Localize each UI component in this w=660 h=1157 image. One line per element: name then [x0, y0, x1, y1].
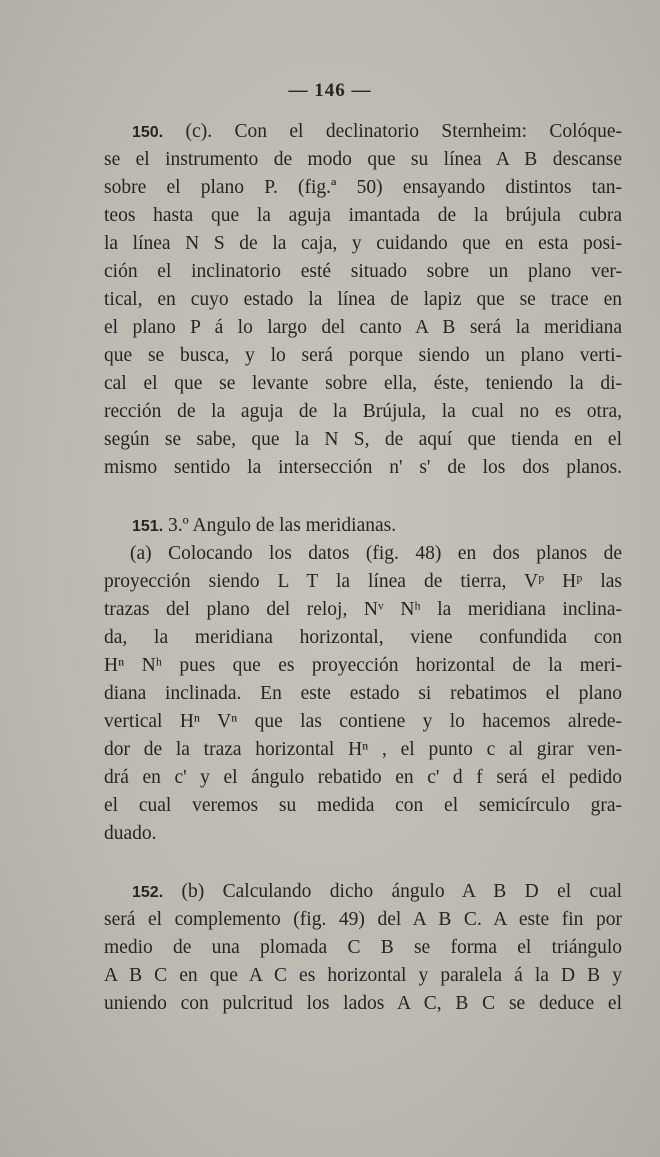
- section-150-line-7: tical, en cuyo estado la línea de lapiz que se trace en: [104, 289, 622, 310]
- section-152-line-1: 152. (b) Calculando dicho ángulo A B D el cual: [132, 881, 622, 902]
- section-151-line-8: vertical Hⁿ Vⁿ que las contiene y lo hacemos alrede-: [104, 711, 622, 732]
- section-151-line-9: dor de la traza horizontal Hⁿ , el punto c al girar ven-: [104, 739, 622, 760]
- section-number: 150.: [132, 124, 164, 141]
- section-152-line-3: medio de una plomada C B se forma el triángulo: [104, 937, 622, 958]
- section-151-line-12: duado.: [104, 823, 157, 844]
- section-151-heading: 151. 3.º Angulo de las meridianas.: [132, 515, 397, 536]
- section-151-line-11: el cual veremos su medida con el semicírculo gra-: [104, 795, 622, 816]
- section-150-line-9: que se busca, y lo será porque siendo un plano verti-: [104, 345, 622, 366]
- section-151-line-5: da, la meridiana horizontal, viene confundida con: [104, 627, 622, 648]
- section-152-line-5: uniendo con pulcritud los lados A C, B C se deduce el: [104, 993, 622, 1014]
- section-150-line-3: sobre el plano P. (fig.ª 50) ensayando distintos tan-: [104, 177, 622, 198]
- section-number: 151.: [132, 518, 164, 535]
- section-151-line-2: (a) Colocando los datos (fig. 48) en dos planos de: [130, 543, 622, 564]
- section-number: 152.: [132, 884, 164, 901]
- section-151-line-10: drá en c' y el ángulo rebatido en c' d f será el pedido: [104, 767, 622, 788]
- section-151-line-6: Hⁿ Nʰ pues que es proyección horizontal de la meri-: [104, 655, 622, 676]
- section-150-line-8: el plano P á lo largo del canto A B será la meridiana: [104, 317, 622, 338]
- section-152-line-2: será el complemento (fig. 49) del A B C. A este fin por: [104, 909, 622, 930]
- page-number: — 146 —: [288, 80, 372, 101]
- section-150-line-4: teos hasta que la aguja imantada de la brújula cubra: [104, 205, 622, 226]
- section-150-line-5: la línea N S de la caja, y cuidando que en esta posi-: [104, 233, 622, 254]
- section-151-line-7: diana inclinada. En este estado si rebatimos el plano: [104, 683, 622, 704]
- section-151-line-3: proyección siendo L T la línea de tierra, Vᵖ Hᵖ las: [104, 571, 622, 592]
- section-150-line-13: mismo sentido la intersección n' s' de los dos planos.: [104, 457, 622, 478]
- section-152-line-4: A B C en que A C es horizontal y paralela á la D B y: [104, 965, 622, 986]
- section-150-line-11: rección de la aguja de la Brújula, la cual no es otra,: [104, 401, 622, 422]
- section-150-line-12: según se sabe, que la N S, de aquí que tienda en el: [104, 429, 622, 450]
- section-150-line-6: ción el inclinatorio esté situado sobre un plano ver-: [104, 261, 622, 282]
- section-150-line-2: se el instrumento de modo que su línea A B descanse: [104, 149, 622, 170]
- section-151-line-4: trazas del plano del reloj, Nᵛ Nʰ la meridiana inclina-: [104, 599, 622, 620]
- section-150-line-1: 150. (c). Con el declinatorio Sternheim: Colóque-: [132, 121, 622, 142]
- section-150-line-10: cal el que se levante sobre ella, éste, teniendo la di-: [104, 373, 622, 394]
